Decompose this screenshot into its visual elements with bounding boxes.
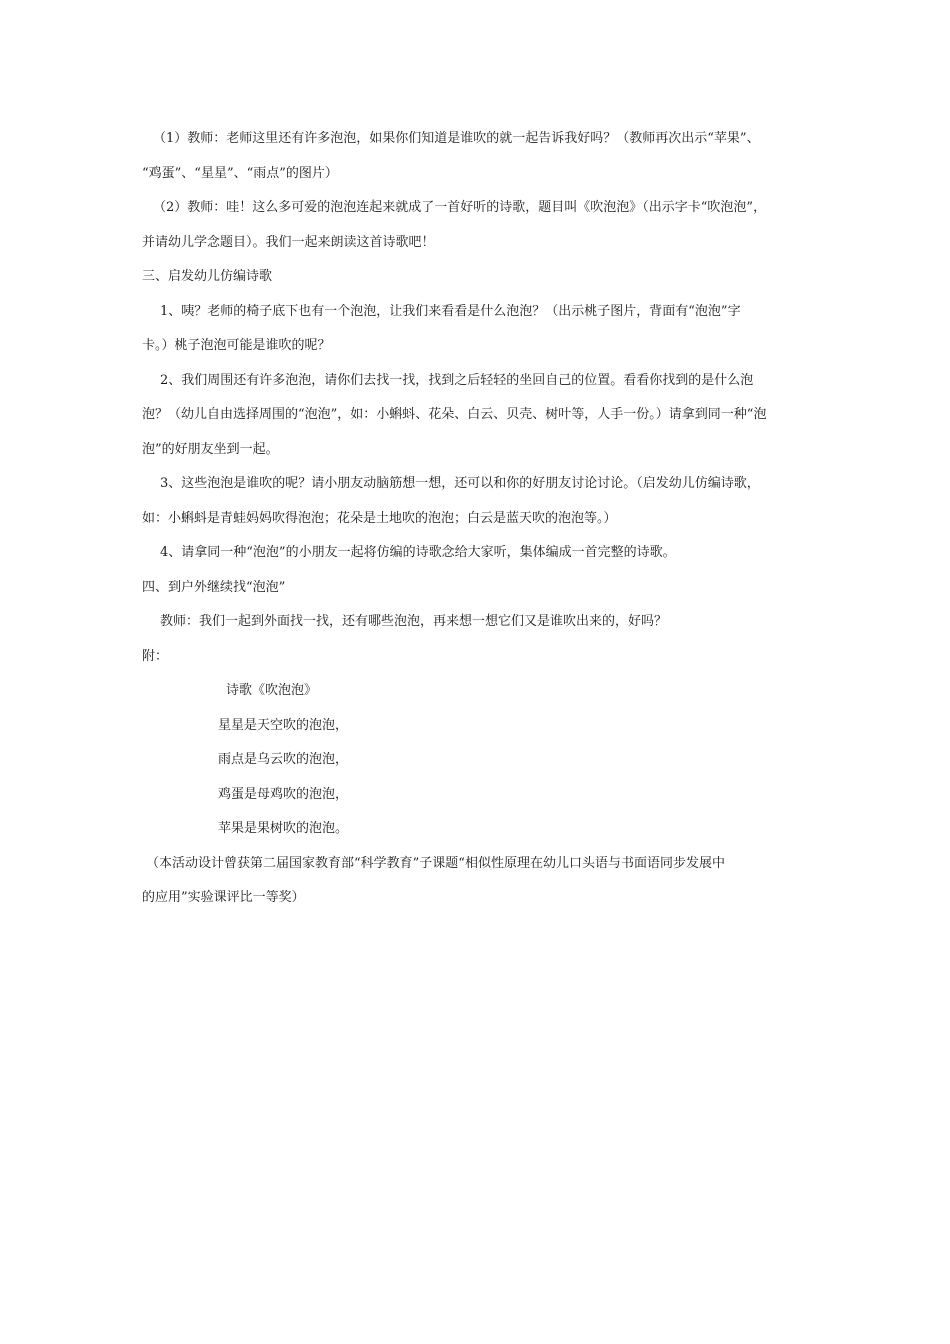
paragraph-line: 泡？（幼儿自由选择周围的“泡泡”，如：小蝌蚪、花朵、白云、贝壳、树叶等，人手一份。）请拿到同一种“泡 bbox=[142, 407, 767, 422]
paragraph-line: 4、请拿同一种“泡泡”的小朋友一起将仿编的诗歌念给大家听，集体编成一首完整的诗歌。 bbox=[160, 545, 676, 560]
section3-item-1 bbox=[142, 295, 814, 364]
award-note bbox=[142, 847, 814, 916]
paragraph-line: 并请幼儿学念题目）。我们一起来朗读这首诗歌吧！ bbox=[142, 234, 435, 250]
section4-text: 教师：我们一起到外面找一找，还有哪些泡泡，再来想一想它们又是谁吹出来的，好吗？ bbox=[160, 614, 668, 629]
section3-heading: 三、启发幼儿仿编诗歌 bbox=[142, 269, 273, 284]
poem-title: 诗歌《吹泡泡》 bbox=[226, 683, 318, 698]
section2-item-2 bbox=[142, 191, 814, 260]
paragraph-line: 泡”的好朋友坐到一起。 bbox=[142, 441, 279, 457]
paragraph-line: （2）教师：哇！这么多可爱的泡泡连起来就成了一首好听的诗歌，题目叫《吹泡泡》（出示字卡“吹泡泡”， bbox=[153, 200, 767, 215]
poem-line: 雨点是乌云吹的泡泡， bbox=[218, 752, 349, 767]
paragraph-line: 如：小蝌蚪是青蛙妈妈吹得泡泡；花朵是土地吹的泡泡；白云是蓝天吹的泡泡等。） bbox=[142, 510, 617, 526]
paragraph-line: 卡。）桃子泡泡可能是谁吹的呢？ bbox=[142, 338, 331, 353]
section3-item-3 bbox=[142, 467, 814, 536]
paragraph-line: 1、咦？老师的椅子底下也有一个泡泡，让我们来看看是什么泡泡？（出示桃子图片，背面有“泡泡”字 bbox=[160, 303, 741, 319]
section4-heading: 四、到户外继续找“泡泡” bbox=[142, 579, 286, 595]
document-body bbox=[142, 122, 814, 916]
section2-item-1 bbox=[142, 122, 814, 191]
section3-item-2 bbox=[142, 364, 814, 468]
paragraph-line: （1）教师：老师这里还有许多泡泡，如果你们知道是谁吹的就一起告诉我好吗？（教师再次出示“苹果”、 bbox=[153, 131, 760, 146]
poem-line: 苹果是果树吹的泡泡。 bbox=[218, 821, 349, 836]
poem-line: 鸡蛋是母鸡吹的泡泡， bbox=[218, 786, 349, 802]
appendix-label: 附： bbox=[142, 648, 169, 664]
paragraph-line: “鸡蛋”、“星星”、“雨点”的图片） bbox=[142, 165, 338, 181]
note-line: 的应用”实验课评比一等奖） bbox=[142, 890, 305, 905]
paragraph-line: 3、这些泡泡是谁吹的呢？请小朋友动脑筋想一想，还可以和你的好朋友讨论讨论。（启发幼儿仿编诗歌， bbox=[160, 476, 760, 491]
section3-item-4 bbox=[142, 536, 814, 571]
paragraph-line: 2、我们周围还有许多泡泡，请你们去找一找，找到之后轻轻的坐回自己的位置。看看你找到的是什么泡 bbox=[160, 372, 754, 388]
note-line: （本活动设计曾获第二届国家教育部“科学教育”子课题“相似性原理在幼儿口头语与书面语同步发展中 bbox=[146, 855, 725, 871]
poem-line: 星星是天空吹的泡泡， bbox=[218, 717, 349, 733]
poem bbox=[142, 674, 814, 847]
